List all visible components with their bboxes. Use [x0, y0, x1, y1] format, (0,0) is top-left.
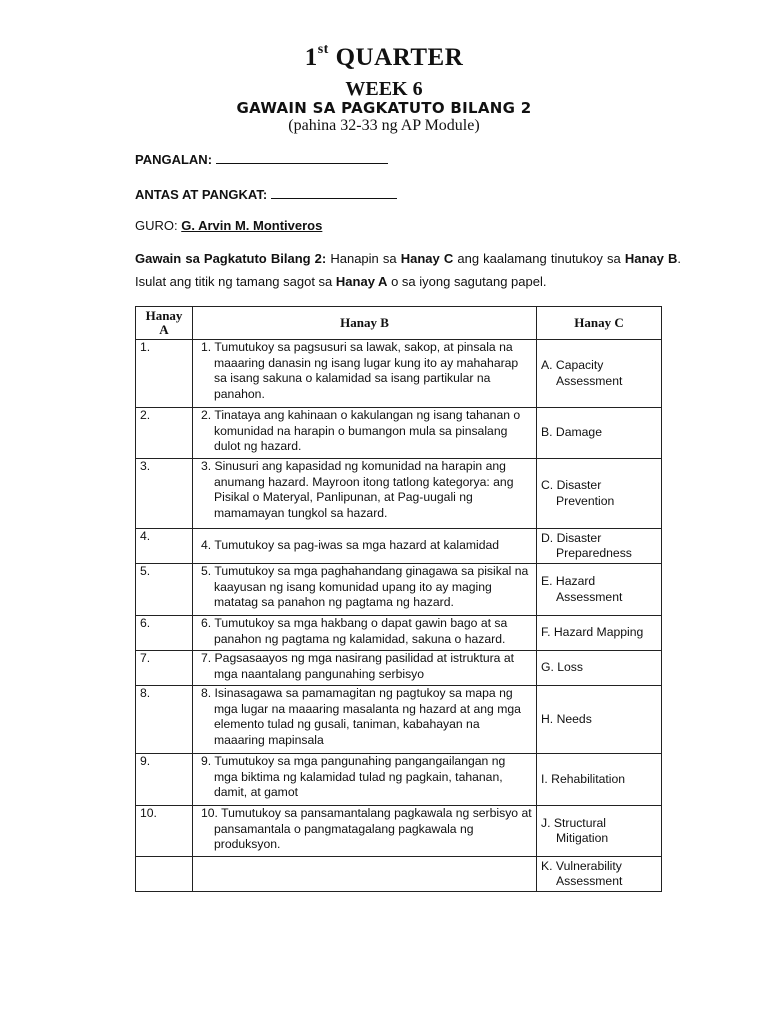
quarter-number: 1: [304, 44, 318, 71]
hanay-b-cell: 3. Sinusuri ang kapasidad ng komunidad na harapin ang anumang hazard. Mayroon itong tatlong kategorya: ang Pisikal o Materyal, Panlipunan, at Pag-uugali ng mamamayan tungkol sa hazard.: [201, 459, 514, 520]
hanay-c-cell: J. Structural Mitigation: [541, 815, 609, 845]
quarter-title: [0, 44, 768, 72]
table-row: [136, 408, 662, 459]
table-row: [136, 340, 662, 408]
hanay-b-cell: 5. Tumutukoy sa mga paghahandang ginagawa sa pisikal na kaayusan ng isang komunidad upang ito ay maging matatag sa panahon ng pagtama ng hazard.: [201, 564, 529, 609]
hanay-c-cell: F. Hazard Mapping: [541, 625, 644, 640]
hanay-a-cell[interactable]: 10.: [136, 806, 193, 857]
hanay-c-cell: E. Hazard Assessment: [541, 574, 623, 604]
instructions-part2: ang kaalamang tinutukoy sa: [453, 251, 625, 266]
table-row: [136, 459, 662, 529]
instructions-lead: Gawain sa Pagkatuto Bilang 2:: [135, 251, 327, 266]
hanay-b-cell: 10. Tumutukoy sa pansamantalang pagkawala ng serbisyo at pansamantala o pangmatagalang pagkawala ng produksyon.: [201, 806, 532, 851]
hanay-b-cell: 6. Tumutukoy sa mga hakbang o dapat gawin bago at sa panahon ng pagtama ng kalamidad, sakuna o hazard.: [201, 616, 508, 646]
hanay-b-cell: 7. Pagsasaayos ng mga nasirang pasilidad at istruktura at mga naantalang pangunahing serbisyo: [201, 651, 514, 681]
table-row: [136, 806, 662, 857]
name-field: [135, 151, 388, 167]
matching-table: [135, 306, 662, 892]
table-row: [136, 529, 662, 564]
teacher-name: G. Arvin M. Montiveros: [181, 218, 323, 233]
name-label: PANGALAN:: [135, 152, 213, 167]
hanay-a-cell[interactable]: 9.: [136, 754, 193, 806]
instructions-hanay-b: Hanay B: [624, 251, 678, 266]
hanay-b-cell: 1. Tumutukoy sa pagsusuri sa lawak, sakop, at pinsala na maaaring danasin ng isang lugar kung ito ay mahaharap sa isang sakuna o kalamidad sa isang partikular na panahon.: [201, 340, 519, 401]
table-row: [136, 857, 662, 892]
hanay-a-cell[interactable]: 8.: [136, 686, 193, 754]
header-hanay-a: Hanay A: [136, 307, 193, 340]
grade-section-field: [135, 186, 397, 202]
teacher-field: [135, 218, 322, 233]
hanay-c-cell: I. Rehabilitation: [541, 771, 626, 786]
hanay-b-cell: 9. Tumutukoy sa mga pangunahing pangangailangan ng mga biktima ng kalamidad tulad ng pagkain, tahanan, damit, at gamot: [201, 754, 506, 799]
hanay-a-cell[interactable]: 6.: [136, 616, 193, 651]
quarter-word: QUARTER: [335, 44, 464, 71]
quarter-suffix: st: [317, 42, 329, 57]
hanay-a-cell[interactable]: [136, 857, 193, 892]
header-hanay-b: Hanay B: [193, 307, 537, 340]
hanay-c-cell: G. Loss: [541, 660, 583, 675]
instructions: [135, 247, 681, 293]
teacher-label: GURO:: [135, 218, 178, 233]
table-row: [136, 754, 662, 806]
hanay-a-cell[interactable]: 1.: [136, 340, 193, 408]
hanay-c-cell: D. Disaster Preparedness: [541, 530, 632, 560]
hanay-a-cell[interactable]: 5.: [136, 564, 193, 616]
hanay-b-cell: 4. Tumutukoy sa pag-iwas sa mga hazard at kalamidad: [201, 538, 500, 553]
hanay-b-cell: 2. Tinataya ang kahinaan o kakulangan ng isang tahanan o komunidad na harapin o bumangon mula sa pinsalang dulot ng hazard.: [201, 408, 521, 453]
hanay-c-cell: B. Damage: [541, 425, 602, 440]
hanay-b-cell: 8. Isinasagawa sa pamamagitan ng pagtukoy sa mapa ng mga lugar na maaaring masalanta ng hazard at ang mga elemento tulad ng gusali, taniman, kabahayan na maaaring mapinsala: [201, 686, 521, 747]
hanay-a-cell[interactable]: 4.: [136, 529, 193, 564]
instructions-part4: o sa iyong sagutang papel.: [387, 274, 547, 289]
instructions-hanay-a: Hanay A: [335, 274, 388, 289]
table-row: [136, 564, 662, 616]
hanay-c-cell: H. Needs: [541, 711, 592, 726]
module-reference: (pahina 32-33 ng AP Module): [288, 117, 480, 134]
name-blank[interactable]: [216, 151, 388, 164]
hanay-a-cell[interactable]: 7.: [136, 651, 193, 686]
table-row: [136, 686, 662, 754]
hanay-c-cell: A. Capacity Assessment: [541, 358, 623, 388]
hanay-a-cell[interactable]: 2.: [136, 408, 193, 459]
grade-section-blank[interactable]: [271, 186, 397, 199]
grade-section-label: ANTAS AT PANGKAT:: [135, 187, 268, 202]
instructions-part1: Hanapin sa: [326, 251, 401, 266]
header-hanay-c: Hanay C: [537, 307, 662, 340]
instructions-part3: . Isulat ang titik ng tamang sagot sa: [135, 251, 681, 289]
table-row: [136, 616, 662, 651]
hanay-c-cell: K. Vulnerability Assessment: [541, 858, 623, 888]
hanay-c-cell: C. Disaster Prevention: [541, 478, 615, 508]
table-header-row: [136, 307, 662, 340]
hanay-a-cell[interactable]: 3.: [136, 459, 193, 529]
table-row: [136, 651, 662, 686]
instructions-hanay-c: Hanay C: [400, 251, 454, 266]
week-title: WEEK 6: [345, 78, 423, 100]
activity-title: GAWAIN SA PAGKATUTO BILANG 2: [236, 99, 532, 117]
